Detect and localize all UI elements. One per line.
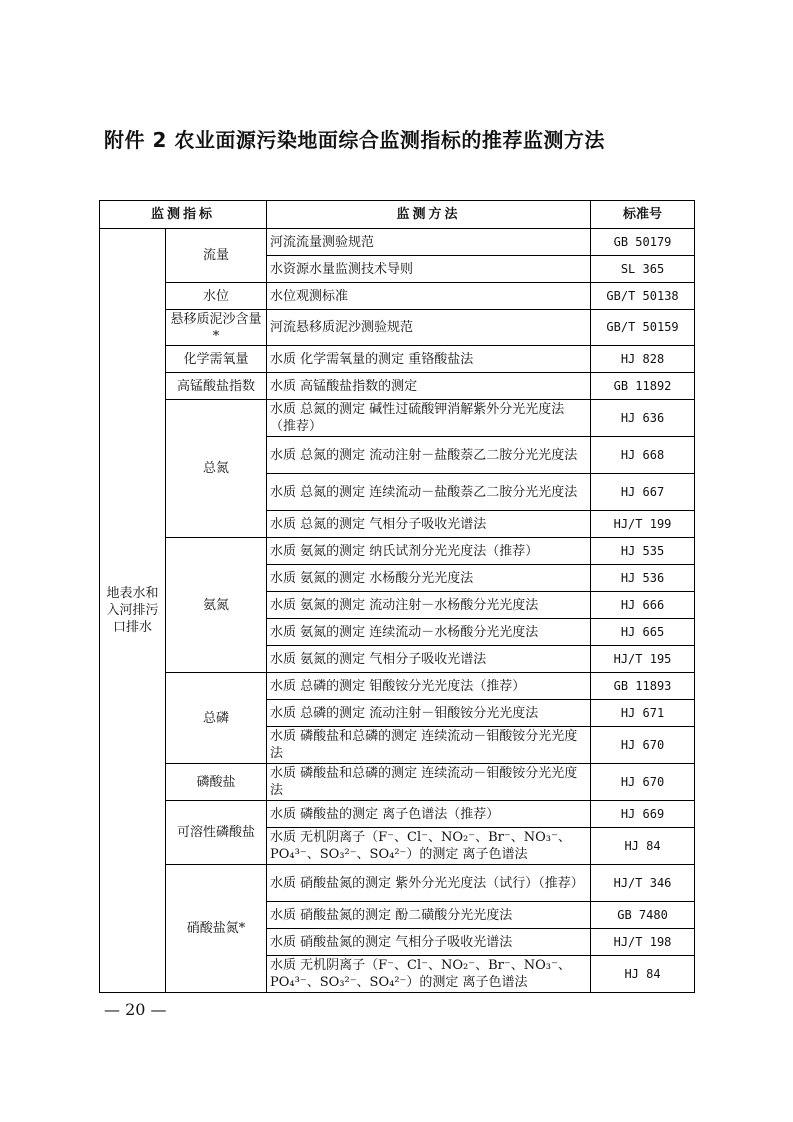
standard-cell: HJ/T 198	[591, 929, 695, 956]
method-cell: 水质 磷酸盐和总磷的测定 连续流动－钼酸铵分光光度法	[267, 764, 591, 801]
method-cell: 水质 总氮的测定 碱性过硫酸钾消解紫外分光光度法（推荐）	[267, 400, 591, 437]
table-row	[100, 346, 695, 373]
method-cell: 水质 总磷的测定 流动注射－钼酸铵分光光度法	[267, 700, 591, 727]
method-cell: 水资源水量监测技术导则	[267, 256, 591, 283]
indicator-cell: 磷酸盐	[166, 764, 267, 801]
standard-cell: HJ 636	[591, 400, 695, 437]
method-cell: 水质 氨氮的测定 水杨酸分光光度法	[267, 565, 591, 592]
table-row	[100, 229, 695, 256]
standard-cell: GB 50179	[591, 229, 695, 256]
method-cell: 水质 化学需氧量的测定 重铬酸盐法	[267, 346, 591, 373]
monitoring-methods-table	[99, 200, 695, 993]
standard-cell: HJ 671	[591, 700, 695, 727]
method-cell: 水质 总氮的测定 气相分子吸收光谱法	[267, 511, 591, 538]
standard-cell: HJ 668	[591, 437, 695, 474]
method-cell: 水位观测标准	[267, 283, 591, 310]
indicator-cell: 水位	[166, 283, 267, 310]
standard-cell: HJ 670	[591, 727, 695, 764]
standard-cell: SL 365	[591, 256, 695, 283]
category-cell: 地表水和入河排污口排水	[100, 229, 166, 993]
method-cell: 水质 磷酸盐和总磷的测定 连续流动－钼酸铵分光光度法	[267, 727, 591, 764]
standard-cell: HJ 84	[591, 828, 695, 865]
standard-cell: GB 7480	[591, 902, 695, 929]
standard-cell: GB 11893	[591, 673, 695, 700]
standard-cell: GB/T 50159	[591, 310, 695, 346]
standard-cell: GB/T 50138	[591, 283, 695, 310]
page-number: — 20 —	[104, 1000, 167, 1019]
method-cell: 水质 总磷的测定 钼酸铵分光光度法（推荐）	[267, 673, 591, 700]
standard-cell: GB 11892	[591, 373, 695, 400]
standard-cell: HJ 667	[591, 474, 695, 511]
method-cell: 河流流量测验规范	[267, 229, 591, 256]
method-cell: 水质 无机阴离子（F⁻、Cl⁻、NO₂⁻、Br⁻、NO₃⁻、PO₄³⁻、SO₃²⁻、SO₄²⁻）的测定 离子色谱法	[267, 828, 591, 865]
standard-cell: HJ/T 346	[591, 865, 695, 902]
standard-cell: HJ 666	[591, 592, 695, 619]
indicator-cell: 氨氮	[166, 538, 267, 673]
table-row	[100, 538, 695, 565]
indicator-cell: 总磷	[166, 673, 267, 764]
table-row	[100, 764, 695, 801]
standard-cell: HJ 828	[591, 346, 695, 373]
method-cell: 水质 氨氮的测定 纳氏试剂分光光度法（推荐）	[267, 538, 591, 565]
table-row	[100, 310, 695, 346]
standard-cell: HJ 665	[591, 619, 695, 646]
table-row	[100, 801, 695, 828]
method-cell: 水质 无机阴离子（F⁻、Cl⁻、NO₂⁻、Br⁻、NO₃⁻、PO₄³⁻、SO₃²⁻、SO₄²⁻）的测定 离子色谱法	[267, 956, 591, 993]
method-cell: 水质 高锰酸盐指数的测定	[267, 373, 591, 400]
method-cell: 水质 氨氮的测定 气相分子吸收光谱法	[267, 646, 591, 673]
table-row	[100, 373, 695, 400]
standard-cell: HJ 670	[591, 764, 695, 801]
table-row	[100, 865, 695, 902]
method-cell: 水质 硝酸盐氮的测定 紫外分光光度法（试行）（推荐）	[267, 865, 591, 902]
method-cell: 水质 硝酸盐氮的测定 酚二磺酸分光光度法	[267, 902, 591, 929]
header-standard: 标准号	[591, 201, 695, 229]
method-cell: 水质 硝酸盐氮的测定 气相分子吸收光谱法	[267, 929, 591, 956]
method-cell: 水质 氨氮的测定 流动注射－水杨酸分光光度法	[267, 592, 591, 619]
indicator-cell: 悬移质泥沙含量*	[166, 310, 267, 346]
standard-cell: HJ 84	[591, 956, 695, 993]
table-row	[100, 283, 695, 310]
indicator-cell: 硝酸盐氮*	[166, 865, 267, 993]
indicator-cell: 可溶性磷酸盐	[166, 801, 267, 865]
table-row	[100, 673, 695, 700]
page-title: 附件 2 农业面源污染地面综合监测指标的推荐监测方法	[104, 128, 605, 152]
method-cell: 水质 总氮的测定 流动注射－盐酸萘乙二胺分光光度法	[267, 437, 591, 474]
indicator-cell: 化学需氧量	[166, 346, 267, 373]
standard-cell: HJ/T 199	[591, 511, 695, 538]
method-cell: 水质 总氮的测定 连续流动－盐酸萘乙二胺分光光度法	[267, 474, 591, 511]
method-cell: 水质 氨氮的测定 连续流动－水杨酸分光光度法	[267, 619, 591, 646]
indicator-cell: 总氮	[166, 400, 267, 538]
method-cell: 河流悬移质泥沙测验规范	[267, 310, 591, 346]
standard-cell: HJ 535	[591, 538, 695, 565]
table-header-row	[100, 201, 695, 229]
header-indicator: 监测指标	[100, 201, 267, 229]
standard-cell: HJ 536	[591, 565, 695, 592]
table-row	[100, 400, 695, 437]
indicator-cell: 流量	[166, 229, 267, 283]
indicator-cell: 高锰酸盐指数	[166, 373, 267, 400]
standard-cell: HJ/T 195	[591, 646, 695, 673]
standard-cell: HJ 669	[591, 801, 695, 828]
method-cell: 水质 磷酸盐的测定 离子色谱法（推荐）	[267, 801, 591, 828]
header-method: 监测方法	[267, 201, 591, 229]
